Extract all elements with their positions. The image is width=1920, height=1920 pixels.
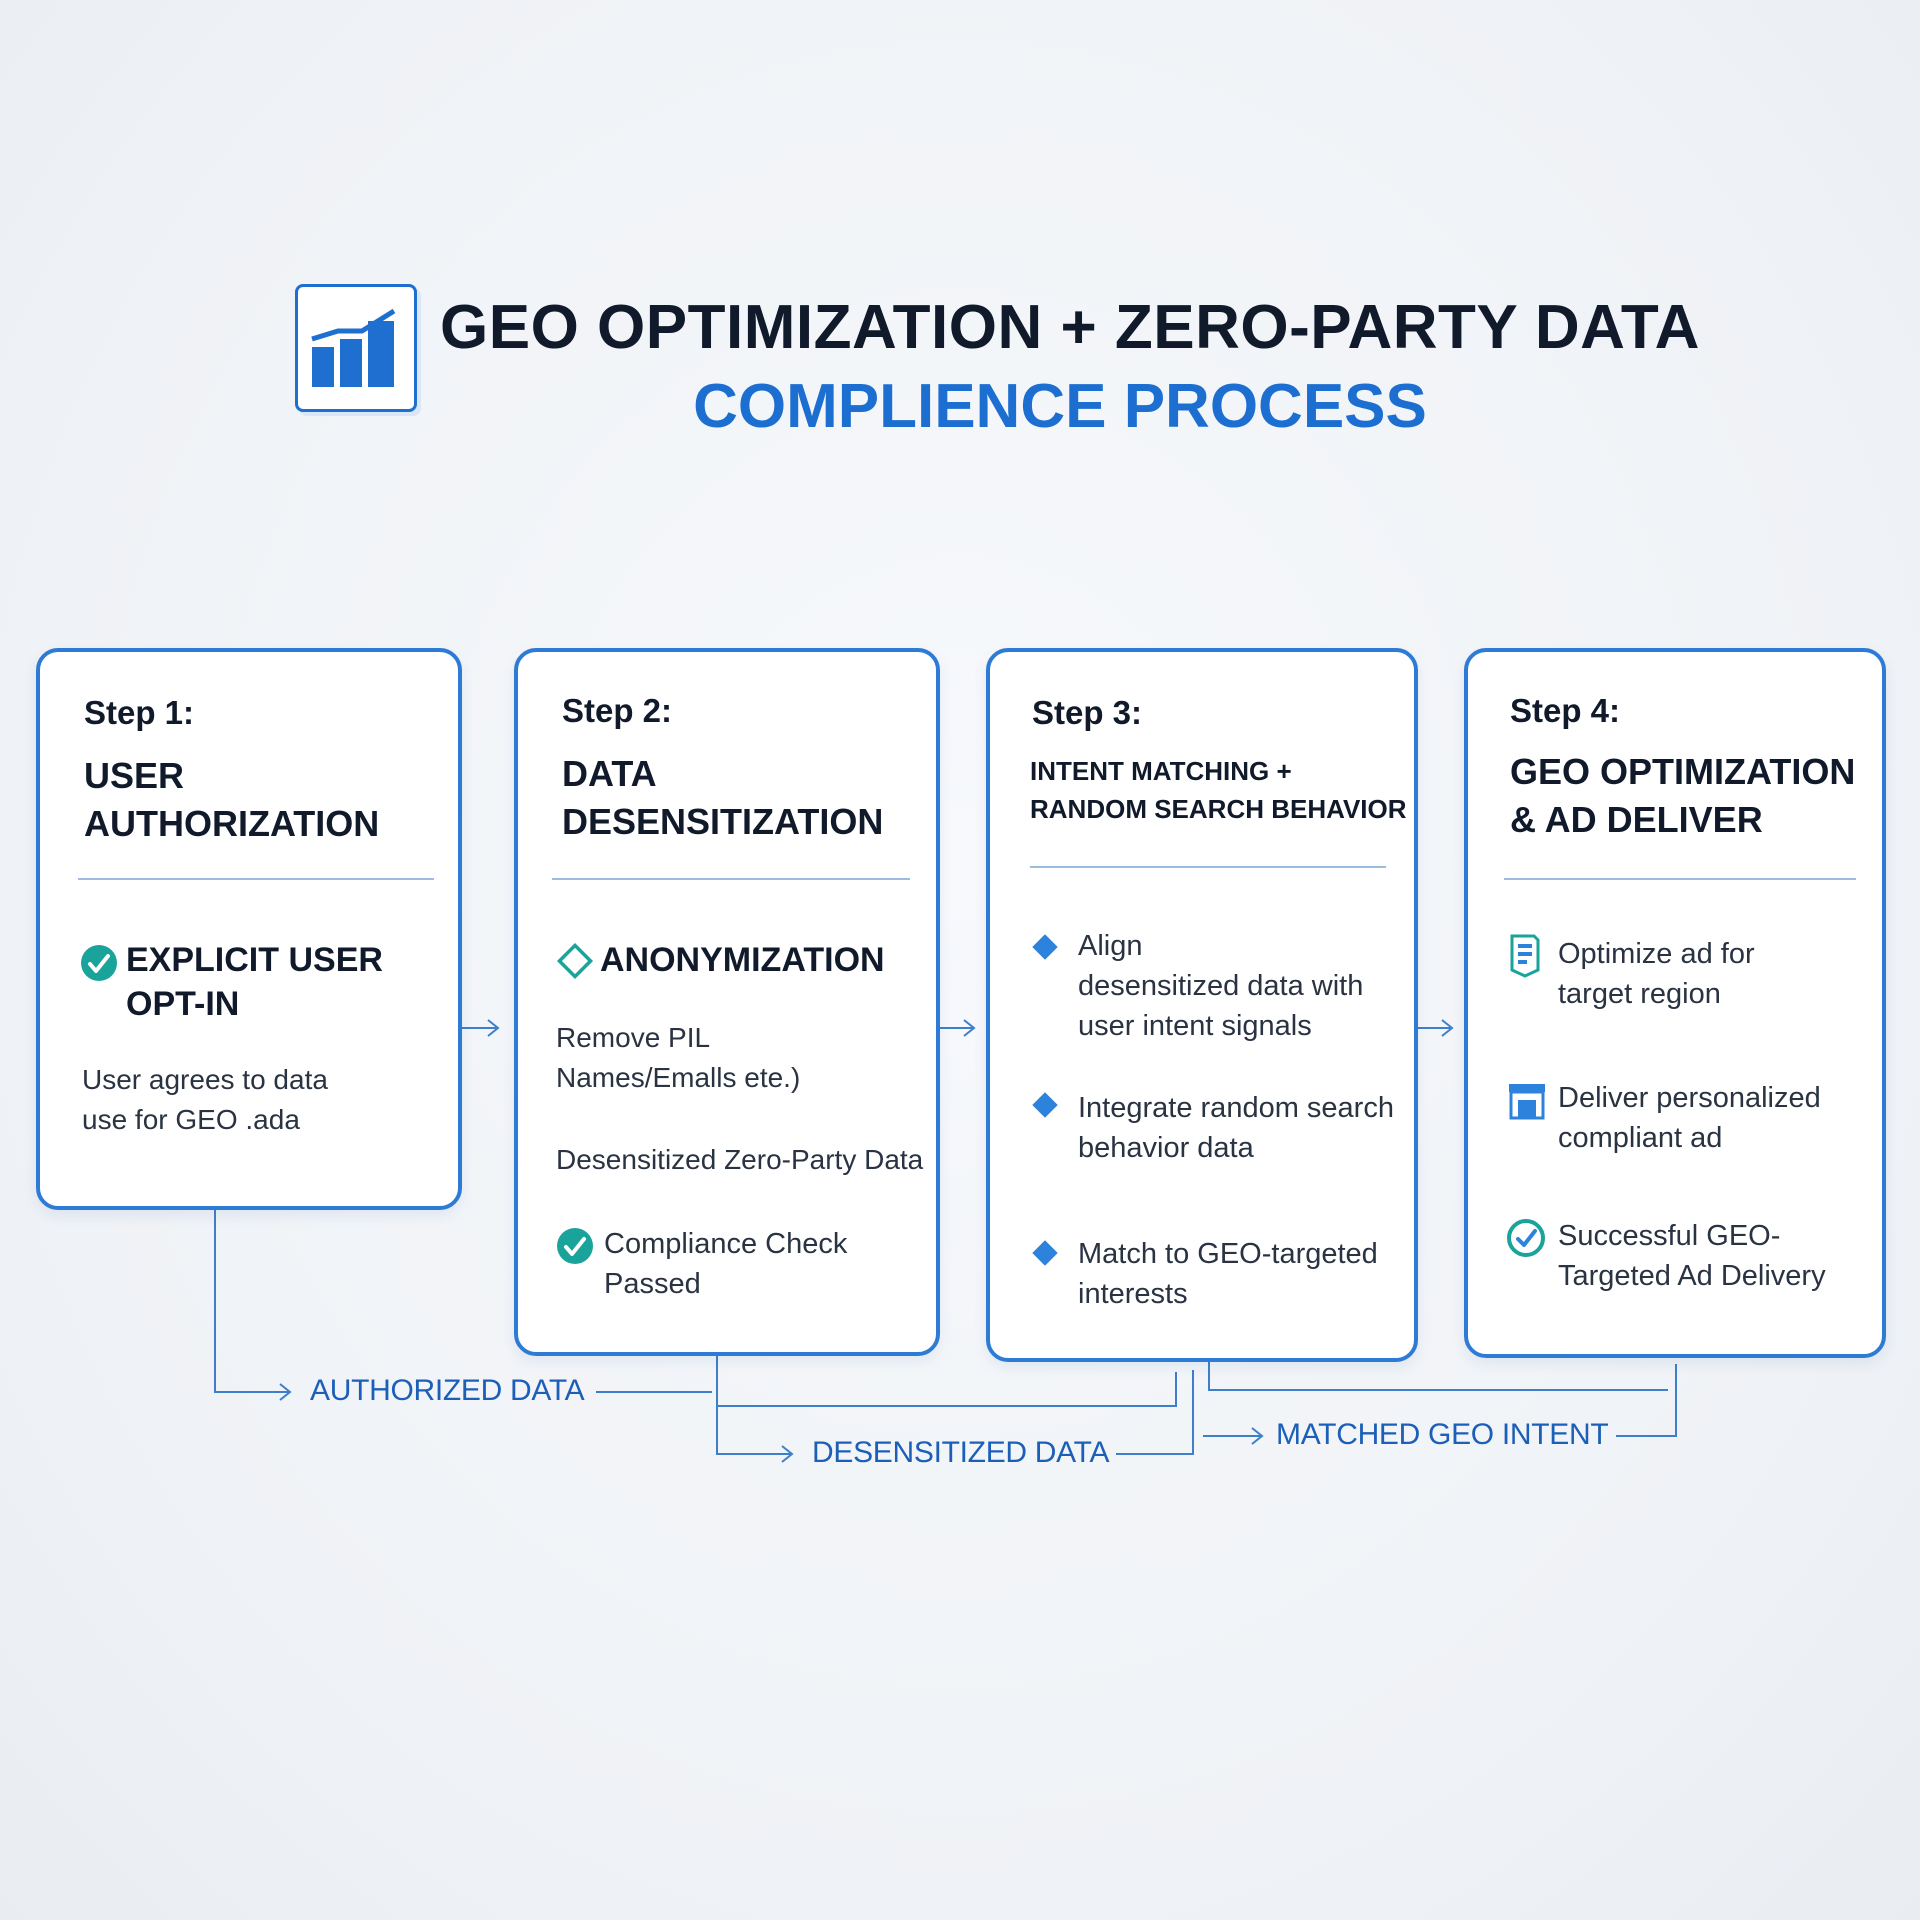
step-3-item-3-line2: interests (1078, 1278, 1188, 1310)
step-3-item-1-line3: user intent signals (1078, 1010, 1312, 1042)
document-icon (1508, 934, 1542, 978)
step-4-item-1-line2: target region (1558, 978, 1721, 1010)
step-2-title-line2: DESENSITIZATION (562, 801, 884, 842)
step-1-subtitle-line2: OPT-IN (126, 985, 240, 1023)
diamond-icon (1028, 1088, 1062, 1122)
step-2-card (514, 648, 940, 1356)
check-circle-icon (80, 944, 118, 982)
flow-line-authorized (215, 1210, 290, 1392)
page-subtitle: COMPLIENCE PROCESS (693, 372, 1427, 441)
diamond-icon (1028, 930, 1062, 964)
step-2-divider (552, 878, 910, 880)
step-1-card (36, 648, 462, 1210)
step-1-title-line2: AUTHORIZATION (84, 803, 380, 844)
page-title: GEO OPTIMIZATION + ZERO-PARTY DATA (440, 293, 1700, 362)
step-4-card (1464, 648, 1886, 1358)
step-1-title-line1: USER (84, 755, 185, 796)
step-1-label: Step 1: (84, 694, 195, 731)
step-2-check-line1: Compliance Check (604, 1228, 848, 1260)
step-4-label: Step 4: (1510, 692, 1621, 729)
storefront-icon (1506, 1080, 1548, 1120)
step-2-body-line3: Desensitized Zero-Party Data (556, 1144, 924, 1175)
step-3-title-line2: RANDOM SEARCH BEHAVIOR (1030, 794, 1407, 824)
step-4-item-1-line1: Optimize ad for (1558, 938, 1755, 970)
step-4-item-2-line1: Deliver personalized (1558, 1082, 1821, 1114)
step-4-item-2-line2: compliant ad (1558, 1122, 1723, 1154)
step-4-item-3-line2: Targeted Ad Delivery (1558, 1260, 1826, 1292)
step-3-item-1-line2: desensitized data with (1078, 970, 1364, 1002)
step-3-divider (1030, 866, 1386, 868)
step-1-divider (78, 878, 434, 880)
step-1-body-line1: User agrees to data (82, 1064, 328, 1095)
step-3-item-2-line2: behavior data (1078, 1132, 1254, 1164)
step-4-title-line2: & AD DELIVER (1510, 799, 1763, 840)
flow-label-authorized-data: AUTHORIZED DATA (310, 1374, 585, 1407)
step-4-divider (1504, 878, 1856, 880)
step-3-item-2-line1: Integrate random search (1078, 1092, 1394, 1124)
step-2-subtitle: ANONYMIZATION (600, 941, 885, 979)
step-2-body-line2: Names/Emalls ete.) (556, 1062, 801, 1093)
step-2-body-line1: Remove PIL (556, 1022, 711, 1053)
flow-label-matched-geo-intent: MATCHED GEO INTENT (1276, 1418, 1609, 1451)
flow-label-desensitized-data: DESENSITIZED DATA (812, 1436, 1110, 1469)
check-badge-icon (1506, 1218, 1546, 1258)
step-2-label: Step 2: (562, 692, 673, 729)
step-4-title-line1: GEO OPTIMIZATION (1510, 751, 1856, 792)
check-circle-icon (556, 1227, 594, 1265)
step-2-check-line2: Passed (604, 1268, 701, 1300)
step-3-item-1-line1: Align (1078, 930, 1143, 962)
step-3-card (986, 648, 1418, 1362)
step-1-body-line2: use for GEO .ada (82, 1104, 300, 1135)
step-3-label: Step 3: (1032, 694, 1143, 731)
step-1-subtitle-line1: EXPLICIT USER (126, 941, 383, 979)
diamond-icon (1028, 1236, 1062, 1270)
diamond-outline-icon (556, 942, 594, 980)
step-2-title-line1: DATA (562, 753, 657, 794)
step-3-title-line1: INTENT MATCHING + (1030, 756, 1292, 786)
step-4-item-3-line1: Successful GEO- (1558, 1220, 1781, 1252)
step-3-item-3-line1: Match to GEO-targeted (1078, 1238, 1378, 1270)
